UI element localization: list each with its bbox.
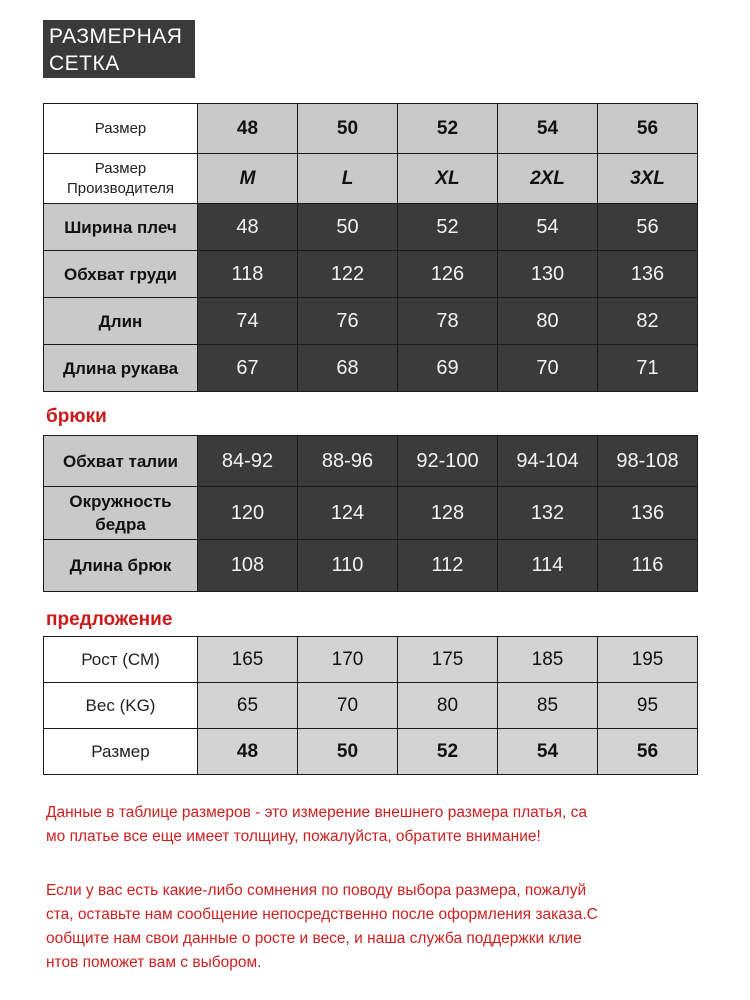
table-row (44, 487, 698, 540)
value-cell: 122 (298, 251, 398, 298)
recommended-size-label: Размер (44, 729, 198, 775)
value-cell: 116 (598, 540, 698, 592)
value-cell: 85 (498, 683, 598, 729)
table-row (44, 729, 698, 775)
value-cell: 95 (598, 683, 698, 729)
table-row (44, 540, 698, 592)
value-cell: 98-108 (598, 436, 698, 487)
value-cell: 76 (298, 298, 398, 345)
value-cell: 68 (298, 345, 398, 392)
value-cell: 130 (498, 251, 598, 298)
value-cell: 67 (198, 345, 298, 392)
value-cell: 124 (298, 487, 398, 540)
value-cell: 108 (198, 540, 298, 592)
value-cell: 56 (598, 204, 698, 251)
table-row (44, 436, 698, 487)
value-cell: 132 (498, 487, 598, 540)
value-cell: 126 (398, 251, 498, 298)
value-cell: 71 (598, 345, 698, 392)
title-line-1: РАЗМЕРНАЯ (49, 25, 183, 48)
maker-size-cell: L (298, 154, 398, 204)
maker-size-label-line-1: Размер (94, 159, 147, 177)
value-cell: 136 (598, 251, 698, 298)
value-cell: 175 (398, 637, 498, 683)
title-line-2: СЕТКА (49, 52, 120, 75)
table-row (44, 251, 698, 298)
value-cell: 74 (198, 298, 298, 345)
value-cell: 120 (198, 487, 298, 540)
value-cell: 80 (398, 683, 498, 729)
weight-label: Вес (KG) (44, 683, 198, 729)
value-cell: 114 (498, 540, 598, 592)
pants-length-label: Длина брюк (44, 540, 198, 592)
table-row (44, 637, 698, 683)
value-cell: 92-100 (398, 436, 498, 487)
value-cell: 80 (498, 298, 598, 345)
size-cell: 54 (498, 104, 598, 154)
value-cell: 78 (398, 298, 498, 345)
value-cell: 82 (598, 298, 698, 345)
value-cell: 118 (198, 251, 298, 298)
table-row (44, 104, 698, 154)
size-cell: 50 (298, 104, 398, 154)
maker-size-cell: M (198, 154, 298, 204)
note-line: нтов поможет вам с выбором. (46, 954, 262, 971)
size-cell: 52 (398, 104, 498, 154)
value-cell: 70 (298, 683, 398, 729)
value-cell: 69 (398, 345, 498, 392)
value-cell: 94-104 (498, 436, 598, 487)
hip-label (44, 487, 198, 540)
value-cell: 84-92 (198, 436, 298, 487)
maker-size-cell: XL (398, 154, 498, 204)
length-label: Длин (44, 298, 198, 345)
support-note (46, 879, 706, 975)
value-cell: 50 (298, 204, 398, 251)
value-cell: 112 (398, 540, 498, 592)
note-line: Данные в таблице размеров - это измерение внешнего размера платья, са (46, 804, 587, 821)
value-cell: 195 (598, 637, 698, 683)
value-cell: 170 (298, 637, 398, 683)
shoulder-width-label: Ширина плеч (44, 204, 198, 251)
note-line: мо платье все еще имеет толщину, пожалуйста, обратите внимание! (46, 828, 541, 845)
table-row (44, 683, 698, 729)
value-cell: 136 (598, 487, 698, 540)
size-cell: 48 (198, 104, 298, 154)
value-cell: 70 (498, 345, 598, 392)
value-cell: 88-96 (298, 436, 398, 487)
value-cell: 48 (198, 204, 298, 251)
jacket-size-table (43, 103, 698, 392)
value-cell: 128 (398, 487, 498, 540)
chest-label: Обхват груди (44, 251, 198, 298)
table-row (44, 298, 698, 345)
height-label: Рост (СМ) (44, 637, 198, 683)
note-line: ообщите нам свои данные о росте и весе, и наша служба поддержки клие (46, 930, 582, 947)
recommend-heading: предложение (46, 609, 173, 630)
hip-label-line-1: Окружность (69, 492, 172, 511)
table-row (44, 154, 698, 204)
table-row (44, 345, 698, 392)
sleeve-length-label: Длина рукава (44, 345, 198, 392)
value-cell: 185 (498, 637, 598, 683)
value-cell: 165 (198, 637, 298, 683)
value-cell: 48 (198, 729, 298, 775)
measurement-note (46, 801, 706, 849)
value-cell: 54 (498, 729, 598, 775)
note-line: Если у вас есть какие-либо сомнения по поводу выбора размера, пожалуй (46, 882, 587, 899)
recommend-table (43, 636, 698, 775)
maker-size-label-line-2: Производителя (66, 179, 175, 197)
value-cell: 50 (298, 729, 398, 775)
waist-label: Обхват талии (44, 436, 198, 487)
value-cell: 52 (398, 729, 498, 775)
maker-size-label (44, 154, 198, 204)
value-cell: 56 (598, 729, 698, 775)
note-line: ста, оставьте нам сообщение непосредственно после оформления заказа.С (46, 906, 598, 923)
pants-size-table (43, 435, 698, 592)
pants-heading: брюки (46, 406, 107, 427)
value-cell: 52 (398, 204, 498, 251)
hip-label-line-2: бедра (95, 515, 146, 534)
size-label: Размер (44, 104, 198, 154)
value-cell: 65 (198, 683, 298, 729)
maker-size-cell: 2XL (498, 154, 598, 204)
size-chart-title (43, 20, 195, 78)
table-row (44, 204, 698, 251)
value-cell: 54 (498, 204, 598, 251)
maker-size-cell: 3XL (598, 154, 698, 204)
size-cell: 56 (598, 104, 698, 154)
value-cell: 110 (298, 540, 398, 592)
